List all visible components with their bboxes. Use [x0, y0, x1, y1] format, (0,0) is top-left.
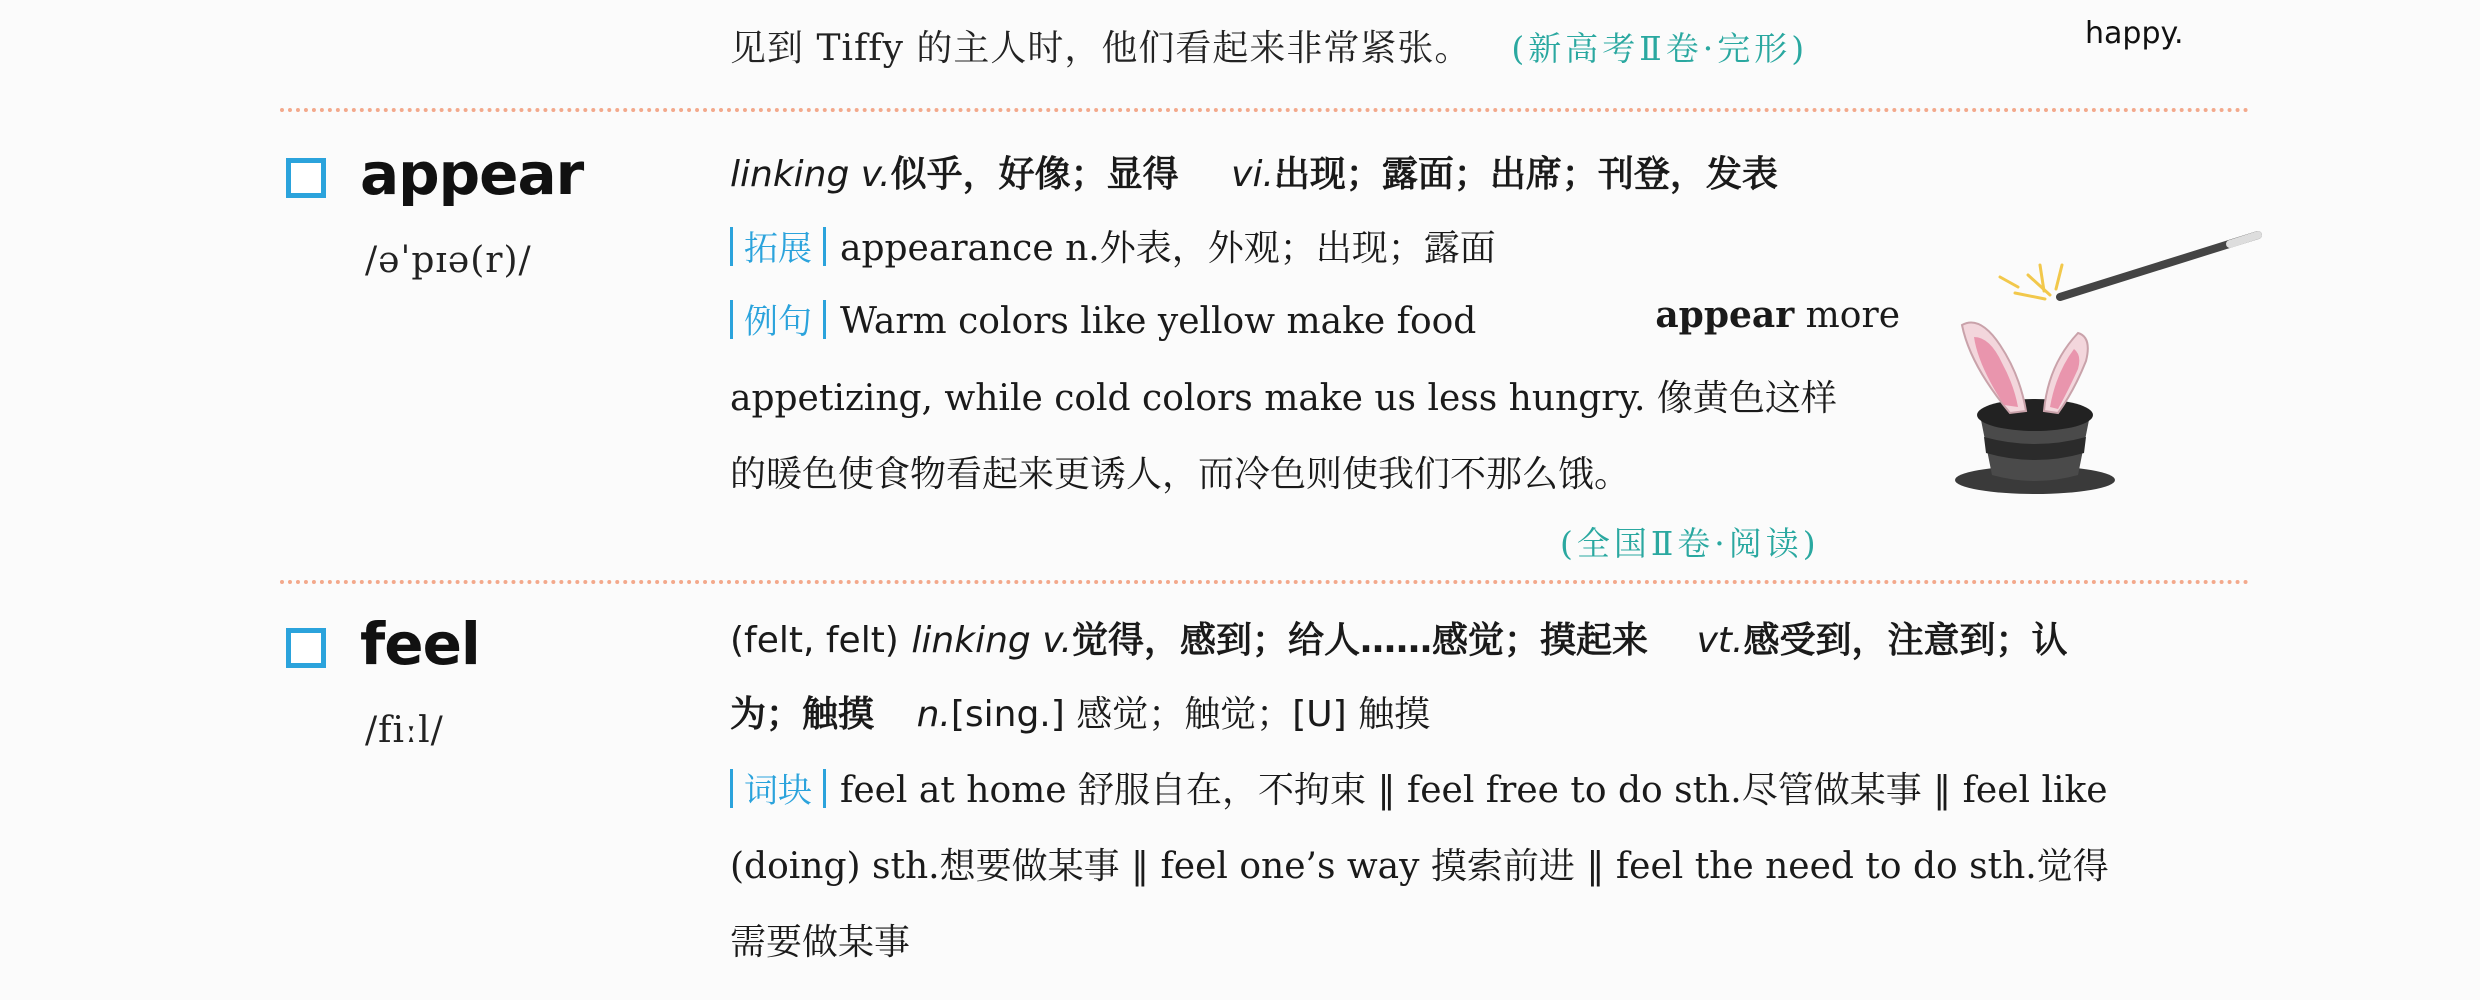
chunks-feel-line1: 词块 feel at home 舒服自在，不拘束 ‖ feel free to do sth.尽管做某事 ‖ feel like [730, 762, 2108, 813]
extension-appear [730, 220, 1496, 271]
phonetic-feel: /fiːl/ [365, 710, 444, 751]
definition-feel-line1: (felt, felt) linking v.觉得，感到；给人……感觉；摸起来 vt.感受到，注意到；认 [730, 620, 2068, 661]
example-appear-line1: 例句 Warm colors like yellow make food appear more [730, 294, 1900, 343]
headword-appear: appear [360, 140, 584, 208]
magic-hat-rabbit-illustration [1940, 225, 2280, 495]
chunks-feel-line3: 需要做某事 [730, 922, 911, 963]
tag-extension: 拓展 [730, 221, 826, 270]
previous-example-line [730, 20, 1808, 71]
pos-linking-verb: linking v. [730, 154, 891, 195]
phonetic-appear: /əˈpɪə(r)/ [365, 240, 532, 281]
tag-chunks: 词块 [730, 763, 826, 812]
definition-feel-line2: 为；触摸 n.[sing.] 感觉；触觉；[U] 触摸 [730, 694, 1431, 735]
definition-appear: linking v.似乎，好像；显得 vi.出现；露面；出席；刊登，发表 [730, 154, 1778, 195]
divider-top [280, 108, 2250, 112]
headword-feel: feel [360, 610, 480, 678]
entry-checkbox-feel[interactable] [286, 628, 326, 668]
extension-text: appearance n.外表，外观；出现；露面 [840, 228, 1496, 269]
tag-example: 例句 [730, 294, 826, 343]
pos-intransitive-verb: vi. [1231, 154, 1274, 195]
previous-example-text: 见到 Tiffy 的主人时，他们看起来非常紧张。 [730, 28, 1472, 69]
aside-word: happy. [2085, 16, 2184, 51]
example-source-appear: (全国Ⅱ卷·阅读) [1560, 524, 1820, 563]
entry-checkbox-appear[interactable] [286, 158, 326, 198]
divider-middle [280, 580, 2250, 584]
chunks-feel-line2: (doing) sth.想要做某事 ‖ feel one’s way 摸索前进 ‖ feel the need to do sth.觉得 [730, 846, 2109, 887]
previous-example-source: (新高考Ⅱ卷·完形) [1511, 29, 1809, 68]
example-appear-line2: appetizing, while cold colors make us less hungry. 像黄色这样 [730, 378, 1837, 419]
example-appear-line3: 的暖色使食物看起来更诱人，而冷色则使我们不那么饿。 [730, 454, 1631, 495]
example-keyword: appear [1655, 294, 1795, 336]
